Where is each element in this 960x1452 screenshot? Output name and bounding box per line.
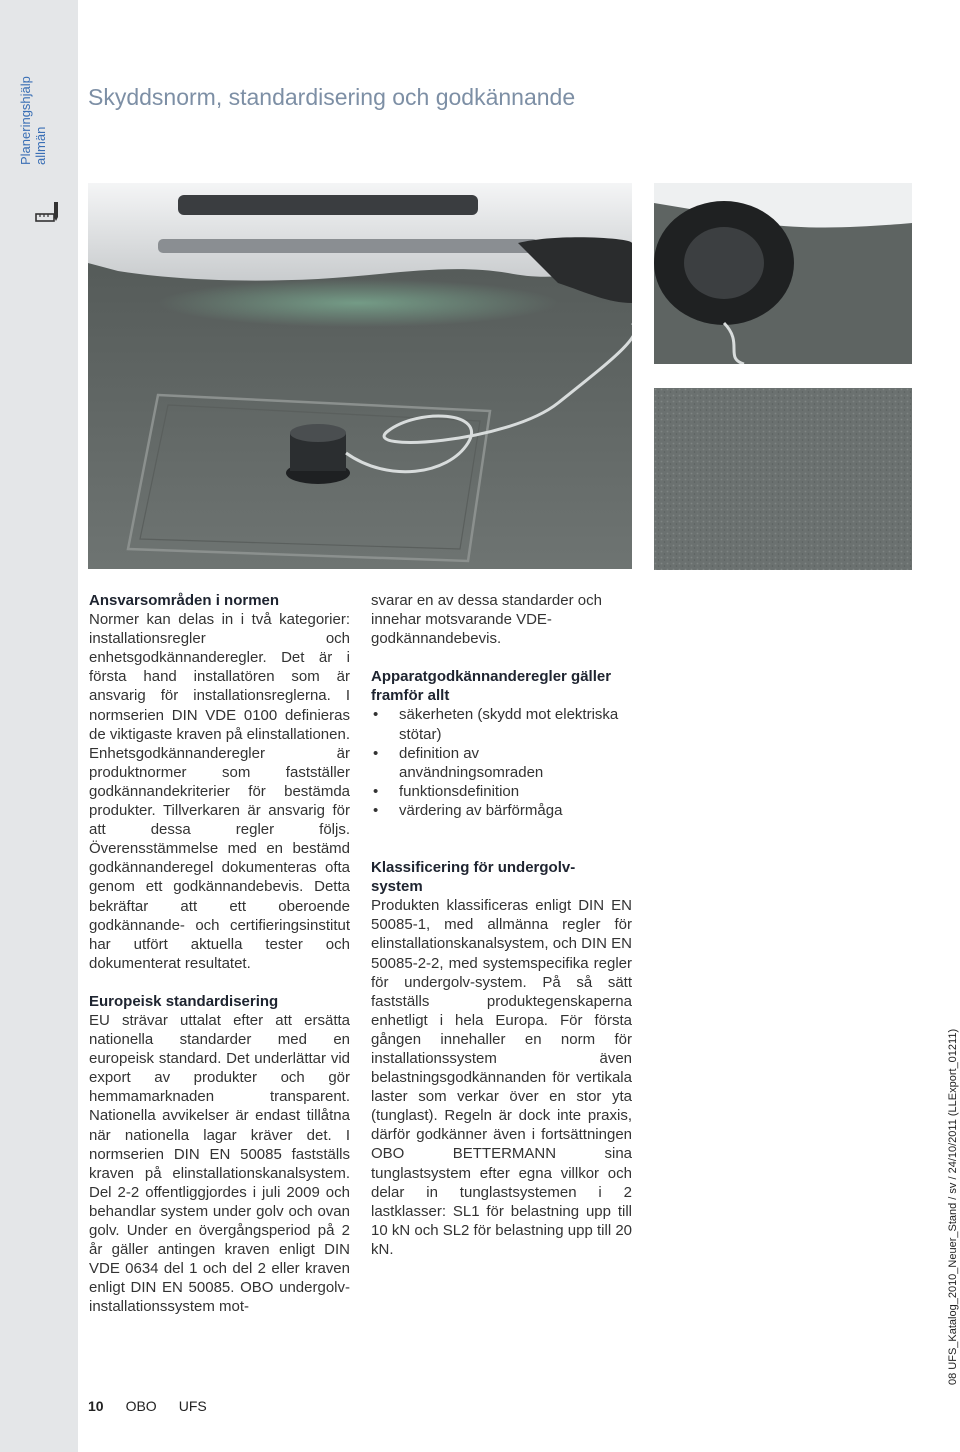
page-title: Skyddsnorm, standardisering och godkännande — [88, 84, 576, 110]
list-item: • definition av användningsomraden — [371, 744, 632, 782]
footer — [88, 1398, 207, 1414]
section-body-european: EU strävar uttalat efter att ersätta nationella standarder med en europeisk standard. Det underlättar vid export av produkter och gör hemmamarknaden transparent. Nationella avvikelser är endast tillåtna när nationella lagar kräver det. I normserien DIN EN 50085 fastställs kraven på elinstallationskanalsystem. Del 2-2 offentliggjordes i juli 2009 och behandlar system under golv och ovan golv. Under en övergångsperiod på 2 år gäller antingen kraven enligt DIN VDE 0634 del 1 och del 2 eller kraven enligt DIN EN 50085. OBO undergolv-installationssystem mot- — [89, 1011, 350, 1316]
sidebar — [0, 0, 78, 1452]
section-heading-classification: Klassificering för undergolv-system — [371, 859, 576, 896]
side-export-code: 08 UFS_Katalog_2010_Neuer_Stand / sv / 24/10/2011 (LLExport_01211) — [947, 1028, 959, 1385]
left-column — [89, 591, 350, 1316]
wheel-photo — [654, 183, 912, 364]
carpet-photo — [654, 388, 912, 570]
section-heading-european: Europeisk standardisering — [89, 992, 279, 1010]
section-body-responsibility: Normer kan delas in i två kategorier: installationsregler och enhetsgodkännanderegler. Det är i första hand installatören som är ansvarig för installationsreglerna. I normserien DIN VDE 0100 definieras de viktigaste kraven på elinstallationen. Enhetsgodkännanderegler är produktnormer som fastställer godkännandekriterier för bestämda produkter. Tillverkaren är ansvarig för att dessa regler följs. Överensstämmelse med en bestämd godkännanderegel dokumenteras ofta genom ett godkännandebevis. Detta bekräftar att ett oberoende godkännande- och certifieringsinstitut har utfört aktuella tester och dokumenterat resultatet. — [89, 611, 350, 972]
continuation-text: svarar en av dessa standarder och innehar motsvarande VDE-godkännandebevis. — [371, 592, 602, 648]
device-rules-list — [371, 705, 632, 820]
section-heading-responsibility: Ansvarsområden i normen — [89, 592, 280, 609]
ruler-pencil-icon — [34, 199, 60, 225]
right-column — [371, 591, 632, 1259]
section-body-classification: Produkten klassificeras enligt DIN EN 50085-1, med allmänna regler för elinstallationskanalsystem, och DIN EN 50085-2-2, med systemspecifika regler för undergolv-system. På så sätt fastställs produktegenskaperna enhetligt i hela Europa. För första gången innehaller en norm för installationssystem även belastningsgodkännanden för vertikala laster som verkar över en stor yta (tunglast). Regeln är dock inte praxis, därför godkänner även i fortsättningen OBO BETTERMANN sina tunglastsystem efter egna villkor och delar in tunglastsystemen i 2 lastklasser: SL1 för belastning upp till 10 kN och SL2 för belastning upp till 20 kN. — [371, 897, 632, 1258]
sidebar-section-label — [18, 76, 48, 165]
footer-brand: OBO — [125, 1398, 157, 1414]
section-heading-device-rules: Apparatgodkännanderegler gäller framför allt — [371, 668, 612, 705]
page-number: 10 — [88, 1398, 104, 1414]
main-photo — [88, 183, 632, 569]
list-item: • säkerheten (skydd mot elektriska stötar) — [371, 705, 632, 743]
footer-product: UFS — [178, 1398, 207, 1414]
list-item: • funktionsdefinition — [371, 782, 632, 801]
list-item: • värdering av bärförmåga — [371, 801, 632, 820]
sidebar-label-line2: allmän — [33, 126, 48, 165]
sidebar-label-line1: Planeringshjälp — [18, 76, 33, 165]
